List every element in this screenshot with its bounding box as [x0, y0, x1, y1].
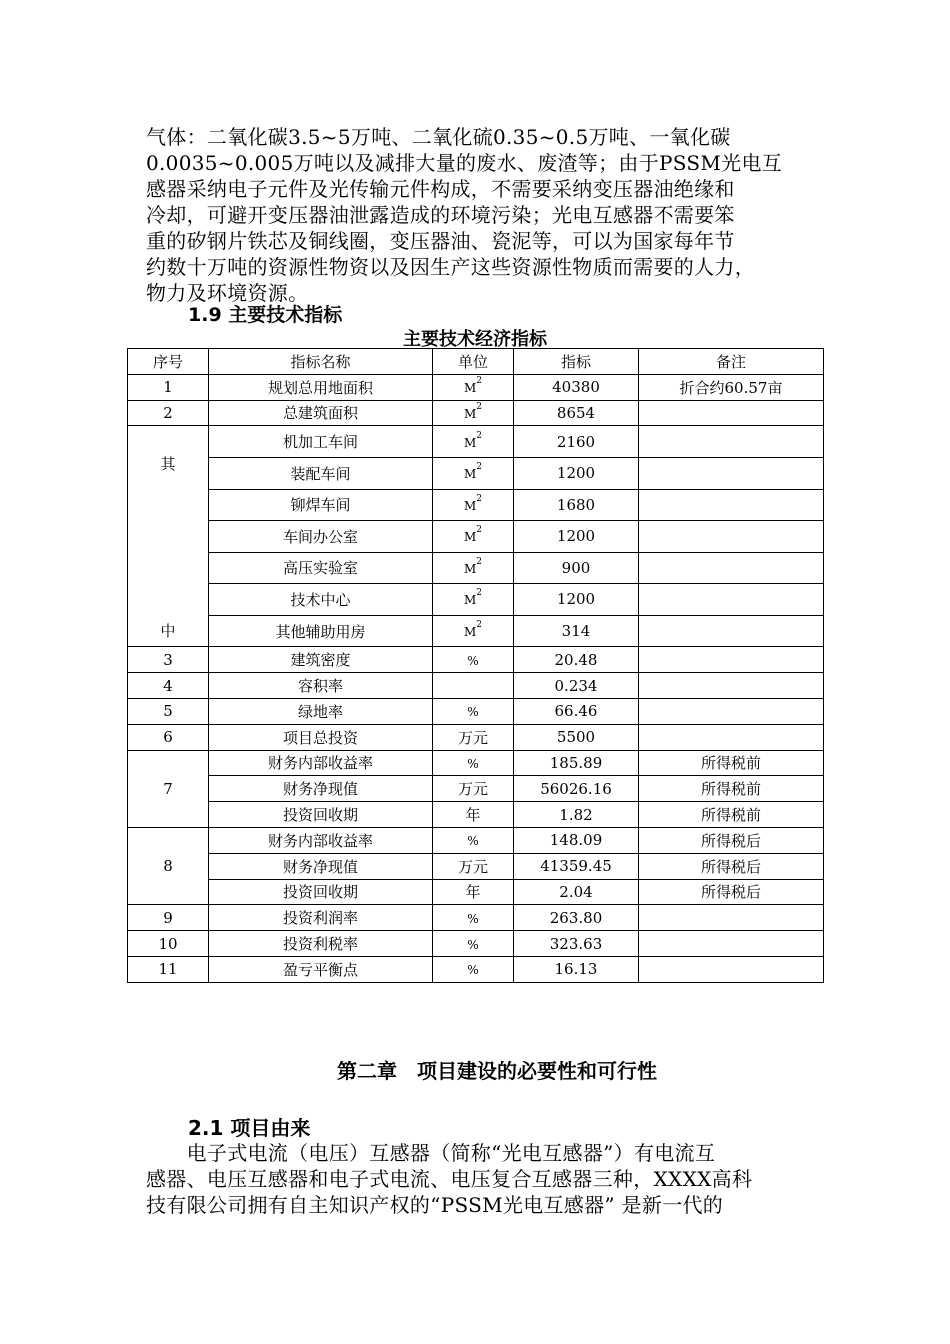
unit-text: % — [467, 937, 479, 952]
cell-no: 6 — [128, 724, 209, 750]
cell-note — [639, 931, 824, 957]
cell-unit — [433, 552, 514, 584]
cell-note — [639, 400, 824, 426]
table-row — [128, 457, 824, 489]
section-heading-2-1: 2.1 项目由来 — [188, 1116, 311, 1140]
unit-superscript: 2 — [476, 525, 483, 536]
header-cell: 备注 — [639, 349, 824, 375]
table-row — [128, 400, 824, 426]
cell-no: 5 — [128, 698, 209, 724]
unit-superscript: 2 — [476, 493, 483, 504]
unit-text: % — [467, 705, 479, 720]
table-row — [128, 374, 824, 400]
cell-no: 8 — [128, 827, 209, 904]
cell-note: 所得税前 — [639, 802, 824, 828]
cell-unit — [433, 426, 514, 458]
cell-name: 总建筑面积 — [209, 400, 433, 426]
cell-value: 1200 — [514, 521, 639, 553]
intro-line: 约数十万吨的资源性物资以及因生产这些资源性物质而需要的人力， — [146, 255, 755, 279]
cell-value: 16.13 — [514, 956, 639, 982]
cell-unit — [433, 521, 514, 553]
unit-text: M — [463, 498, 477, 513]
cell-no: 11 — [128, 956, 209, 982]
cell-name: 盈亏平衡点 — [209, 956, 433, 982]
cell-name: 财务内部收益率 — [209, 750, 433, 776]
unit-text: M — [463, 561, 477, 576]
unit-superscript: 2 — [476, 401, 483, 412]
group-label-cell — [128, 426, 209, 647]
cell-unit: 年 — [433, 802, 514, 828]
unit-text: M — [463, 593, 477, 608]
cell-unit — [433, 905, 514, 931]
cell-note: 所得税后 — [639, 853, 824, 879]
unit-superscript: 2 — [476, 556, 483, 567]
cell-unit — [433, 956, 514, 982]
cell-unit — [433, 750, 514, 776]
cell-unit — [433, 584, 514, 616]
cell-name: 财务内部收益率 — [209, 827, 433, 853]
cell-unit — [433, 374, 514, 400]
cell-value: 1680 — [514, 489, 639, 521]
intro-line: 重的矽钢片铁芯及铜线圈，变压器油、瓷泥等，可以为国家每年节 — [146, 229, 735, 253]
table-row — [128, 905, 824, 931]
cell-name: 容积率 — [209, 673, 433, 699]
cell-no: 1 — [128, 374, 209, 400]
cell-name: 技术中心 — [209, 584, 433, 616]
cell-note — [639, 615, 824, 647]
table-row — [128, 673, 824, 699]
unit-text: % — [467, 911, 479, 926]
cell-name: 投资利税率 — [209, 931, 433, 957]
cell-name: 装配车间 — [209, 457, 433, 489]
cell-note: 所得税前 — [639, 750, 824, 776]
unit-text: M — [463, 406, 477, 421]
unit-superscript: 2 — [476, 462, 483, 473]
body-line: 电子式电流（电压）互感器（简称“光电互感器”）有电流互 — [146, 1141, 716, 1165]
cell-name: 规划总用地面积 — [209, 374, 433, 400]
cell-value: 185.89 — [514, 750, 639, 776]
intro-line: 物力及环境资源。 — [146, 281, 309, 305]
unit-text: M — [463, 467, 477, 482]
cell-name: 高压实验室 — [209, 552, 433, 584]
unit-text: M — [463, 625, 477, 640]
cell-value: 1200 — [514, 457, 639, 489]
intro-paragraph — [146, 124, 822, 306]
table-row — [128, 956, 824, 982]
cell-unit: 年 — [433, 879, 514, 905]
cell-name: 机加工车间 — [209, 426, 433, 458]
cell-value: 8654 — [514, 400, 639, 426]
cell-unit — [433, 698, 514, 724]
unit-text: M — [463, 435, 477, 450]
cell-unit — [433, 489, 514, 521]
table-row — [128, 521, 824, 553]
cell-name: 财务净现值 — [209, 853, 433, 879]
cell-value: 0.234 — [514, 673, 639, 699]
cell-name: 投资回收期 — [209, 802, 433, 828]
cell-value: 40380 — [514, 374, 639, 400]
cell-unit: 万元 — [433, 853, 514, 879]
table-row — [128, 698, 824, 724]
table-row — [128, 647, 824, 673]
unit-text: M — [463, 530, 477, 545]
cell-name: 建筑密度 — [209, 647, 433, 673]
header-cell: 单位 — [433, 349, 514, 375]
cell-no: 9 — [128, 905, 209, 931]
cell-note — [639, 489, 824, 521]
unit-superscript: 2 — [476, 430, 483, 441]
cell-name: 项目总投资 — [209, 724, 433, 750]
table-row — [128, 489, 824, 521]
section-heading-1-9: 1.9 主要技术指标 — [188, 304, 343, 326]
cell-note — [639, 673, 824, 699]
unit-text: % — [467, 834, 479, 849]
unit-text: % — [467, 653, 479, 668]
cell-value: 5500 — [514, 724, 639, 750]
cell-value: 41359.45 — [514, 853, 639, 879]
cell-value: 20.48 — [514, 647, 639, 673]
cell-name: 绿地率 — [209, 698, 433, 724]
cell-note — [639, 552, 824, 584]
cell-unit — [433, 647, 514, 673]
unit-text: % — [467, 963, 479, 978]
cell-value: 1200 — [514, 584, 639, 616]
cell-value: 2.04 — [514, 879, 639, 905]
table-header-row — [128, 349, 824, 375]
table-row — [128, 724, 824, 750]
cell-name: 铆焊车间 — [209, 489, 433, 521]
cell-no: 4 — [128, 673, 209, 699]
unit-text: % — [467, 756, 479, 771]
cell-unit — [433, 931, 514, 957]
table-row — [128, 853, 824, 879]
cell-note: 折合约60.57亩 — [639, 374, 824, 400]
cell-note — [639, 426, 824, 458]
cell-note: 所得税后 — [639, 879, 824, 905]
intro-line: 气体：二氧化碳3.5~5万吨、二氧化硫0.35~0.5万吨、一氧化碳 — [146, 125, 731, 149]
intro-line: 冷却，可避开变压器油泄露造成的环境污染；光电互感器不需要笨 — [146, 203, 735, 227]
group-label-top: 其 — [160, 455, 176, 474]
cell-unit — [433, 673, 514, 699]
cell-unit: 万元 — [433, 776, 514, 802]
cell-unit — [433, 457, 514, 489]
cell-unit — [433, 827, 514, 853]
table-row — [128, 584, 824, 616]
table-row — [128, 931, 824, 957]
unit-text: M — [463, 381, 477, 396]
cell-note — [639, 905, 824, 931]
cell-value: 66.46 — [514, 698, 639, 724]
cell-name: 投资回收期 — [209, 879, 433, 905]
cell-no: 2 — [128, 400, 209, 426]
cell-value: 148.09 — [514, 827, 639, 853]
cell-note — [639, 457, 824, 489]
cell-note — [639, 647, 824, 673]
cell-value: 263.80 — [514, 905, 639, 931]
cell-value: 2160 — [514, 426, 639, 458]
cell-name: 财务净现值 — [209, 776, 433, 802]
table-row — [128, 750, 824, 776]
table-row — [128, 802, 824, 828]
body-paragraph — [146, 1140, 822, 1218]
unit-superscript: 2 — [476, 588, 483, 599]
cell-note: 所得税前 — [639, 776, 824, 802]
unit-superscript: 2 — [476, 620, 483, 631]
cell-value: 1.82 — [514, 802, 639, 828]
cell-note: 所得税后 — [639, 827, 824, 853]
cell-note — [639, 956, 824, 982]
cell-unit — [433, 400, 514, 426]
group-label-bottom: 中 — [160, 622, 176, 641]
cell-note — [639, 698, 824, 724]
table-title: 主要技术经济指标 — [403, 329, 547, 350]
cell-note — [639, 584, 824, 616]
header-cell: 指标 — [514, 349, 639, 375]
cell-value: 900 — [514, 552, 639, 584]
table-row — [128, 615, 824, 647]
cell-no: 7 — [128, 750, 209, 827]
chapter-title: 第二章 项目建设的必要性和可行性 — [337, 1059, 657, 1083]
cell-value: 56026.16 — [514, 776, 639, 802]
table-row — [128, 879, 824, 905]
table-row — [128, 827, 824, 853]
cell-name: 车间办公室 — [209, 521, 433, 553]
cell-no: 3 — [128, 647, 209, 673]
intro-line: 感器采纳电子元件及光传输元件构成，不需要采纳变压器油绝缘和 — [146, 177, 735, 201]
table-row — [128, 426, 824, 458]
table-row — [128, 552, 824, 584]
cell-value: 314 — [514, 615, 639, 647]
body-line: 感器、电压互感器和电子式电流、电压复合互感器三种，XXXX高科 — [146, 1167, 753, 1191]
body-line: 技有限公司拥有自主知识产权的“PSSM光电互感器” 是新一代的 — [146, 1193, 724, 1217]
cell-value: 323.63 — [514, 931, 639, 957]
cell-no: 10 — [128, 931, 209, 957]
cell-unit — [433, 615, 514, 647]
cell-name: 其他辅助用房 — [209, 615, 433, 647]
table-row — [128, 776, 824, 802]
group-label — [128, 426, 208, 646]
cell-name: 投资利润率 — [209, 905, 433, 931]
intro-line: 0.0035~0.005万吨以及减排大量的废水、废渣等；由于PSSM光电互 — [146, 151, 783, 175]
header-cell: 序号 — [128, 349, 209, 375]
cell-unit: 万元 — [433, 724, 514, 750]
header-cell: 指标名称 — [209, 349, 433, 375]
cell-note — [639, 521, 824, 553]
cell-note — [639, 724, 824, 750]
tech-indicators-table — [127, 348, 824, 983]
unit-superscript: 2 — [476, 376, 483, 387]
